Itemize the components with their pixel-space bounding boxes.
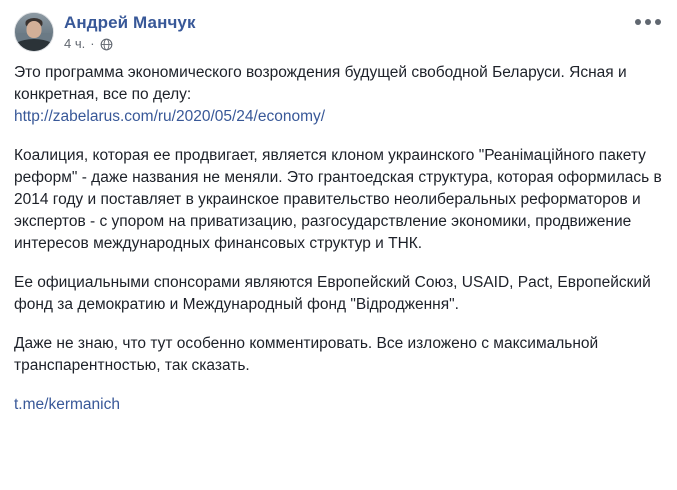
more-options-icon[interactable] [635, 14, 661, 30]
globe-icon[interactable] [100, 38, 113, 51]
post-header [0, 0, 677, 52]
post-header-text [64, 12, 196, 52]
post-telegram-link[interactable]: t.me/kermanich [14, 396, 120, 413]
post-author-name[interactable]: Андрей Манчук [64, 13, 196, 32]
post-paragraph: Даже не знаю, что тут особенно комментировать. Все изложено с максимальной транспарентностью, так сказать. [14, 335, 599, 374]
post-footer-link-paragraph [14, 394, 663, 416]
post-paragraph: Коалиция, которая ее продвигает, является клоном украинского "Реанімаційного пакету реформ" - даже названия не меняли. Это грантоедская структура, которая оформилась в 2014 году и поставляет в украинское правительство неолиберальных реформаторов и экспертов - с упором на приватизацию, разгосударствление экономики, продвижение интересов международных финансовых структур и ТНК. [14, 147, 662, 252]
post-paragraph [14, 62, 663, 128]
post-external-link[interactable]: http://zabelarus.com/ru/2020/05/24/economy/ [14, 108, 326, 125]
avatar[interactable] [14, 12, 54, 52]
post-body [0, 52, 677, 416]
dot-2 [645, 19, 651, 25]
meta-separator: · [90, 36, 95, 51]
post-paragraph: Ее официальными спонсорами являются Европейский Союз, USAID, Pact, Европейский фонд за демократию и Международный фонд "Відродження". [14, 274, 651, 313]
post-paragraph-text: Это программа экономического возрождения будущей свободной Беларуси. Ясная и конкретная, все по делу: [14, 64, 627, 103]
post-timestamp[interactable]: 4 ч. [64, 36, 86, 51]
post-meta [64, 36, 196, 52]
dot-3 [655, 19, 661, 25]
dot-1 [635, 19, 641, 25]
avatar-head [27, 21, 42, 38]
avatar-body [14, 39, 54, 52]
